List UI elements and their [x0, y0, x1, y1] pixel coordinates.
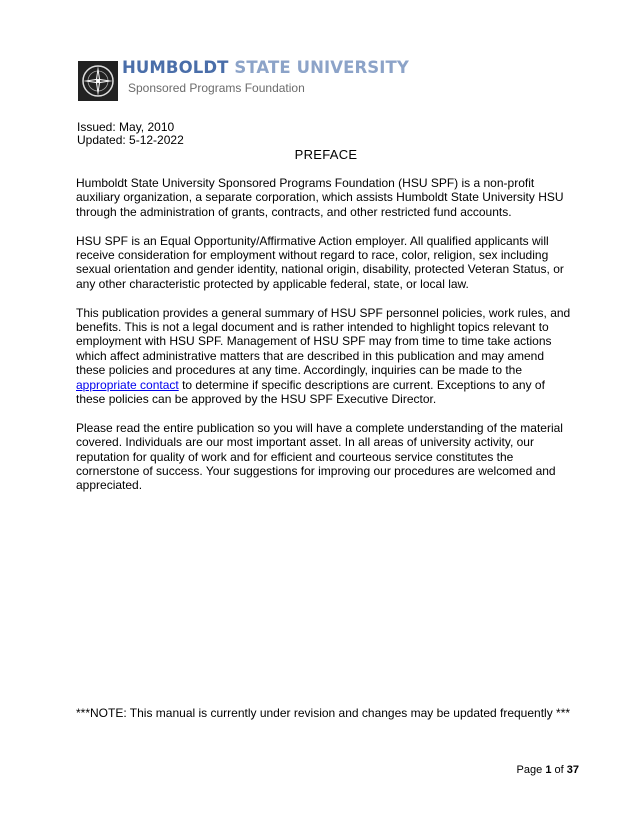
- paragraph-equal-opportunity: HSU SPF is an Equal Opportunity/Affirmative Action employer. All qualified applicants will receive consideration for employment without regard to race, color, religion, sex including sexual orientation and gender identity, national origin, disability, protected Veteran Status, or any other characteristic protected by applicable federal, state, or local law.: [76, 233, 564, 291]
- document-dates: [77, 121, 184, 147]
- paragraph-read-publication: Please read the entire publication so you will have a complete understanding of the material covered. Individuals are our most important asset. In all areas of university activity, our reputation for quality of work and for efficient and courteous service constitutes the cornerstone of success. Your suggestions for improving our procedures are welcomed and appreciated.: [76, 420, 563, 493]
- paragraph-text: to determine if specific descriptions are current. Exceptions to any of these policies can be approved by the HSU SPF Executive Director.: [76, 377, 545, 407]
- current-page: 1: [545, 764, 552, 776]
- issued-date: Issued: May, 2010: [77, 120, 175, 134]
- of-word: of: [554, 764, 564, 776]
- page-word: Page: [516, 764, 543, 776]
- document-body: [76, 176, 576, 507]
- revision-note: ***NOTE: This manual is currently under revision and changes may be updated frequently ***: [76, 706, 571, 720]
- brand: [122, 58, 409, 97]
- university-name-part1: HUMBOLDT: [122, 58, 229, 77]
- updated-date: Updated: 5-12-2022: [77, 133, 184, 147]
- page-number: [517, 764, 579, 776]
- foundation-name: Sponsored Programs Foundation: [128, 81, 305, 95]
- appropriate-contact-link[interactable]: appropriate contact: [76, 377, 179, 392]
- university-logo: [78, 61, 118, 101]
- total-pages: 37: [566, 764, 579, 776]
- university-name-part2: STATE UNIVERSITY: [234, 58, 409, 77]
- university-name: [122, 58, 409, 78]
- paragraph-text: This publication provides a general summary of HSU SPF personnel policies, work rules, and benefits. This is not a legal document and is rather intended to highlight topics relevant to employment with HSU SPF. Management of HSU SPF may from time to time take actions which affect administrative matters that are described in this publication and may amend these policies and procedures at any time. Accordingly, inquiries can be made to the: [76, 305, 571, 378]
- paragraph-publication-summary: [76, 306, 576, 407]
- paragraph-organization: Humboldt State University Sponsored Programs Foundation (HSU SPF) is a non-profit auxiliary organization, a separate corporation, which assists Humboldt State University HSU through the administration of grants, contracts, and other restricted fund accounts.: [76, 176, 564, 219]
- page-title: PREFACE: [294, 147, 358, 162]
